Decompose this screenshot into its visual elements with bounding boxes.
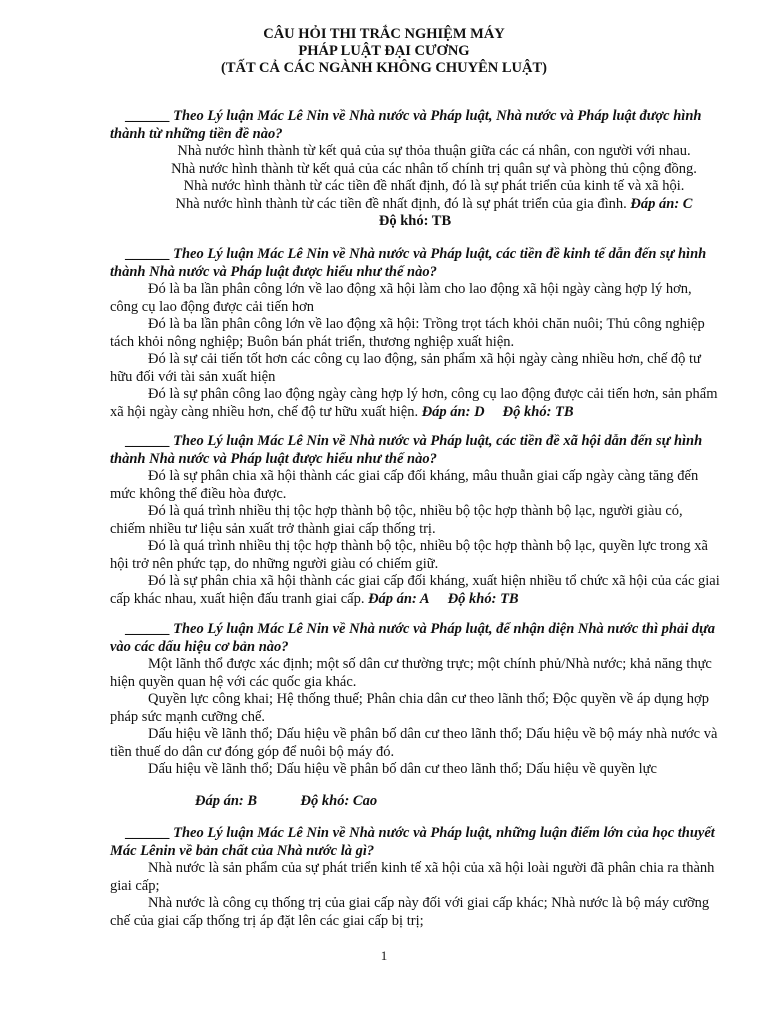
question-text	[110, 825, 720, 860]
option: Nhà nước là sản phẩm của sự phát triển kinh tế xã hội của xã hội loài người đã phân chia ra thành giai cấp;	[110, 860, 715, 894]
difficulty-label: Độ khó: TB	[502, 403, 574, 420]
option: Đó là ba lần phân công lớn về lao động xã hội làm cho lao động xã hội ngày càng hợp lý hơn, công cụ lao động được cải tiến hơn	[110, 281, 692, 315]
answer-blank: ______	[126, 621, 170, 637]
option-with-answer	[110, 386, 720, 421]
title-line: CÂU HỎI THI TRẮC NGHIỆM MÁY	[263, 26, 505, 42]
question-3	[110, 433, 720, 608]
answer-line	[110, 793, 720, 811]
option: Đó là sự cải tiến tốt hơn các công cụ lao động, sản phẩm xã hội ngày càng nhiều hơn, chế độ tư hữu đối với tài sản xuất hiện	[110, 351, 701, 385]
answer-key: Đáp án: C	[630, 195, 693, 212]
question-prompt: Theo Lý luận Mác Lê Nin về Nhà nước và Pháp luật, các tiền đề xã hội dẫn đến sự hình thành Nhà nước và Pháp luật được hiểu như thế nào?	[110, 433, 703, 467]
option: Dấu hiệu về lãnh thổ; Dấu hiệu về phân bố dân cư theo lãnh thổ; Dấu hiệu về quyền lực	[148, 761, 657, 777]
question-prompt: Theo Lý luận Mác Lê Nin về Nhà nước và Pháp luật, để nhận diện Nhà nước thì phải dựa vào các dấu hiệu cơ bản nào?	[110, 621, 716, 655]
option: Nhà nước hình thành từ kết quả của các nhân tố chính trị quân sự và phòng thủ cộng đồng.	[171, 160, 697, 177]
title-line: (TẤT CẢ CÁC NGÀNH KHÔNG CHUYÊN LUẬT)	[221, 60, 547, 76]
difficulty-label: Độ khó: TB	[447, 590, 519, 607]
option: Đó là ba lần phân công lớn về lao động xã hội: Trồng trọt tách khỏi chăn nuôi; Thủ công nghiệp tách khỏi nông nghiệp; Buôn bán phát triển, thương nghiệp xuất hiện.	[110, 316, 705, 350]
option-with-answer	[110, 196, 720, 214]
difficulty-label: Độ khó: TB	[378, 213, 452, 229]
page-number: 1	[380, 948, 388, 963]
answer-blank: ______	[126, 108, 170, 124]
question-4	[110, 621, 720, 810]
question-prompt: Theo Lý luận Mác Lê Nin về Nhà nước và Pháp luật, những luận điểm lớn của học thuyết Mác Lênin về bản chất của Nhà nước là gì?	[110, 825, 715, 859]
question-2	[110, 246, 720, 421]
option: Quyền lực công khai; Hệ thống thuế; Phân chia dân cư theo lãnh thổ; Độc quyền về áp dụng hợp pháp sức mạnh cưỡng chế.	[110, 691, 709, 725]
option: Đó là sự phân chia xã hội thành các giai cấp đối kháng, mâu thuẫn giai cấp ngày càng tăng đến mức không thể điều hòa được.	[110, 468, 699, 502]
question-prompt: Theo Lý luận Mác Lê Nin về Nhà nước và Pháp luật, các tiền đề kinh tế dẫn đến sự hình thành Nhà nước và Pháp luật được hiểu như thế nào?	[110, 246, 707, 280]
option-with-answer	[110, 573, 720, 608]
question-text	[110, 246, 720, 281]
question-1	[110, 108, 720, 231]
answer-blank: ______	[126, 433, 170, 449]
question-prompt: Theo Lý luận Mác Lê Nin về Nhà nước và Pháp luật, Nhà nước và Pháp luật được hình thành từ những tiền đề nào?	[110, 108, 702, 142]
option: Nhà nước hình thành từ các tiền đề nhất định, đó là sự phát triển của gia đình.	[175, 195, 627, 212]
option: Dấu hiệu về lãnh thổ; Dấu hiệu về phân bố dân cư theo lãnh thổ; Dấu hiệu về bộ máy nhà nước và tiền thuế do dân cư đóng góp để nuôi bộ máy đó.	[110, 726, 718, 760]
question-5	[110, 825, 720, 930]
question-text	[110, 621, 720, 656]
answer-key: Đáp án: B	[195, 792, 258, 809]
option: Đó là sự phân công lao động ngày càng hợp lý hơn, công cụ lao động được cải tiến hơn, sản phẩm xã hội ngày càng nhiều hơn, chế độ tư hữu xuất hiện.	[110, 386, 718, 420]
option: Một lãnh thổ được xác định; một số dân cư thường trực; một chính phủ/Nhà nước; khả năng thực hiện quyền quan hệ với các quốc gia khác.	[110, 656, 712, 690]
option: Đó là quá trình nhiều thị tộc hợp thành bộ tộc, nhiều bộ tộc hợp thành bộ lạc, quyền lực trong xã hội trở nên phức tạp, do những người giàu có chiếm giữ.	[110, 538, 708, 572]
document-title	[0, 26, 768, 77]
title-line: PHÁP LUẬT ĐẠI CƯƠNG	[298, 43, 470, 59]
option: Đó là sự phân chia xã hội thành các giai cấp đối kháng, xuất hiện nhiều tổ chức xã hội của các giai cấp khác nhau, xuất hiện đấu tranh giai cấp.	[110, 573, 720, 607]
option: Đó là quá trình nhiều thị tộc hợp thành bộ tộc, nhiều bộ tộc hợp thành bộ lạc, người giàu có, chiếm nhiều tư liệu sản xuất trở thành giai cấp thống trị.	[110, 503, 683, 537]
question-text	[110, 433, 720, 468]
difficulty-label: Độ khó: Cao	[300, 792, 378, 809]
answer-blank: ______	[126, 825, 170, 841]
option: Nhà nước hình thành từ các tiền đề nhất định, đó là sự phát triển của kinh tế và xã hội.	[183, 178, 685, 194]
question-text	[110, 108, 720, 143]
answer-blank: ______	[126, 246, 170, 262]
option: Nhà nước là công cụ thống trị của giai cấp này đối với giai cấp khác; Nhà nước là bộ máy cưỡng chế của giai cấp thống trị áp đặt lên các giai cấp bị trị;	[110, 895, 710, 929]
answer-key: Đáp án: D	[421, 403, 485, 420]
answer-key: Đáp án: A	[368, 590, 430, 607]
option: Nhà nước hình thành từ kết quả của sự thỏa thuận giữa các cá nhân, con người với nhau.	[177, 143, 691, 159]
